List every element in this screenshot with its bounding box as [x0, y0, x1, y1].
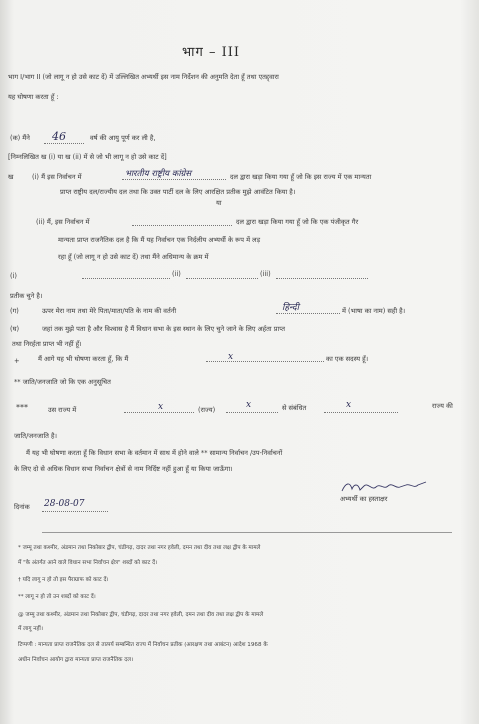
symbol-ii-label: (ii) — [172, 270, 181, 278]
footnote-4: @ जम्मू तथा कश्मीर, अंडमान तथा निकोबार द्वीप, चंडीगढ़, दादर तथा नगर हवेली, दमन तथा दीव तथा लक्ष द्वीप के मामले — [18, 612, 264, 618]
intro-line-1: भाग I/भाग II (जो लागू न हो उसे काट दें) में उल्लिखित अभ्यर्थी इस नाम निर्देशन की अनुमति देता हूँ तथा एतद्द्वारा — [8, 73, 279, 81]
clause-gha-line2: तथा निरर्हता प्राप्त भी नहीं हूँ। — [12, 340, 82, 348]
age-value: 46 — [52, 130, 66, 143]
caste-suffix: राज्य की — [432, 402, 453, 410]
caste-prefix: उस राज्य में — [48, 406, 77, 414]
caste-mark-3: x — [346, 400, 352, 410]
caste-mark-2: x — [246, 400, 252, 410]
clause-plus-prefix: मैं आगे यह भी घोषणा करता हूँ, कि मैं — [38, 355, 129, 363]
date-label: दिनांक — [14, 503, 30, 511]
language-value: हिन्दी — [282, 303, 300, 313]
member-mark: x — [228, 352, 234, 362]
footnote-4-cont: में लागू नहीं। — [18, 626, 43, 632]
caste-blank-1 — [124, 412, 194, 413]
state-label: (राज्य) — [198, 406, 216, 414]
clause-gha-prefix: (घ) — [10, 325, 20, 333]
symbol-iii-blank — [276, 278, 368, 279]
date-value: 28-08-07 — [44, 499, 85, 509]
footnote-1-cont: में "के अंतर्गत आने वाले विधान सभा निर्वाचन क्षेत्र" शब्दों को काट दें। — [18, 560, 158, 566]
age-blank — [44, 143, 84, 144]
page-heading: भाग – III — [182, 45, 240, 60]
intro-line-2: यह घोषणा करता हूँ : — [8, 93, 59, 101]
footnote-1: * जम्मू तथा कश्मीर, अंडमान तथा निकोबार द्वीप, चंडीगढ़, दादर तथा नगर हवेली, दमन तथा दीव तथा लक्ष द्वीप के मामले — [18, 545, 261, 551]
caste-end: जाति/जनजाति है। — [14, 432, 58, 440]
clause-kha-marker: ख — [8, 173, 14, 181]
caste-mark-1: x — [158, 402, 164, 412]
clause-kha-ii-prefix: (ii) मैं, इस निर्वाचन में — [36, 218, 90, 226]
member-blank — [206, 361, 324, 362]
clause-kha-ii-line2: मान्यता प्राप्त राजनैतिक दल है कि मैं यह निर्वाचन एक निर्दलीय अभ्यर्थी के रूप में लड़ — [58, 236, 261, 244]
declaration-line-1: मैं यह भी घोषणा करता हूँ कि विधान सभा के वर्तमान में साथ में होने वाले ** सामान्य निर्वाचन /उप-निर्वाचनों — [26, 449, 283, 457]
caste-blank-3 — [324, 412, 398, 413]
clause-plus-suffix: का एक सदस्य हूँ। — [326, 355, 369, 363]
caste-blank-2 — [226, 412, 278, 413]
relation-label: से संबंधित — [282, 404, 307, 412]
clause-kha-ii-line3: रहा हूँ (जो लागू न हो उसे काट दें) तथा मैंने अधिमान्य के क्रम में — [58, 253, 209, 261]
footnote-3: ** लागू न हो तो उन शब्दों को काट दें। — [18, 594, 96, 600]
clause-kha-i-line2: प्राप्त राष्ट्रीय दल/राज्यीय दल तथा कि उक्त पार्टी दल के लिए आरक्षित प्रतीक मुझे आवंटित किया है। — [60, 188, 296, 196]
or-text: या — [216, 199, 222, 207]
clause-plus-marker: + — [14, 357, 20, 365]
symbol-i-blank — [82, 278, 170, 279]
footnote-divider — [42, 532, 452, 533]
clause-kha-i-suffix: दल द्वारा खड़ा किया गया हूँ जो कि इस राज्य में एक मान्यता — [230, 173, 372, 181]
clause-ga-prefix: (ग) — [10, 307, 19, 315]
clause-ka-prefix: (क) मैंने — [10, 134, 30, 142]
clause-kha-ii-line5: प्रतीक चुने है। — [10, 292, 43, 300]
symbol-iii-label: (iii) — [260, 270, 271, 278]
note-line-1: टिप्पणी : मान्यता प्राप्त राजनैतिक दल से तात्पर्य सम्बन्धित राज्य में निर्वाचन प्रतीक (आरक्षण तथा आबंटन) आदेश 1968 के — [18, 642, 268, 648]
symbol-ii-blank — [186, 278, 258, 279]
note-line-2: अधीन निर्वाचन आयोग द्वारा मान्यता प्राप्त राजनैतिक दल। — [18, 657, 134, 663]
clause-gha-line1: जहां तक मुझे पता है और विश्वास है मैं विधान सभा के इस स्थान के लिए चुने जाने के लिए अर्हता प्राप्त — [42, 325, 285, 333]
party-blank — [122, 179, 226, 180]
date-blank — [42, 511, 108, 512]
clause-kha-ii-suffix: दल द्वारा खड़ा किया गया हूँ जो कि एक पंजीकृत गैर — [236, 218, 359, 226]
party-name: भारतीय राष्ट्रीय कांग्रेस — [125, 169, 192, 179]
candidate-signature — [340, 479, 432, 495]
caste-marker: *** — [16, 403, 28, 412]
clause-ga-text: ऊपर मेरा नाम तथा मेरे पिता/माता/पति के नाम की वर्तनी — [42, 307, 177, 315]
caste-heading: ** जाति/जनजाति जो कि एक अनुसूचित — [14, 378, 111, 386]
language-blank — [276, 313, 340, 314]
symbol-i-label: (i) — [10, 272, 17, 280]
signature-label: अभ्यर्थी का हस्ताक्षर — [340, 495, 388, 503]
clause-ga-suffix: में (भाषा का नाम) सही है। — [342, 307, 406, 315]
footnote-2: † यदि लागू न हो तो इस पैराग्राफ को काट दें। — [18, 577, 109, 583]
clause-kha-i-prefix: (i) मैं इस निर्वाचन में — [32, 173, 82, 181]
party-blank-2 — [132, 225, 232, 226]
clause-ka-suffix: वर्ष की आयु पूर्ण कर ली है, — [90, 134, 156, 142]
declaration-line-2: के लिए दो से अधिक विधान सभा निर्वाचन क्षेत्रों से नाम निर्दिष्ट नहीं हुआ हूँ या किया जाऊँगा। — [14, 465, 233, 473]
strike-note: [निम्नलिखित ख (i) या ख (ii) में से जो भी लागू न हो उसे काट दें] — [8, 153, 167, 161]
